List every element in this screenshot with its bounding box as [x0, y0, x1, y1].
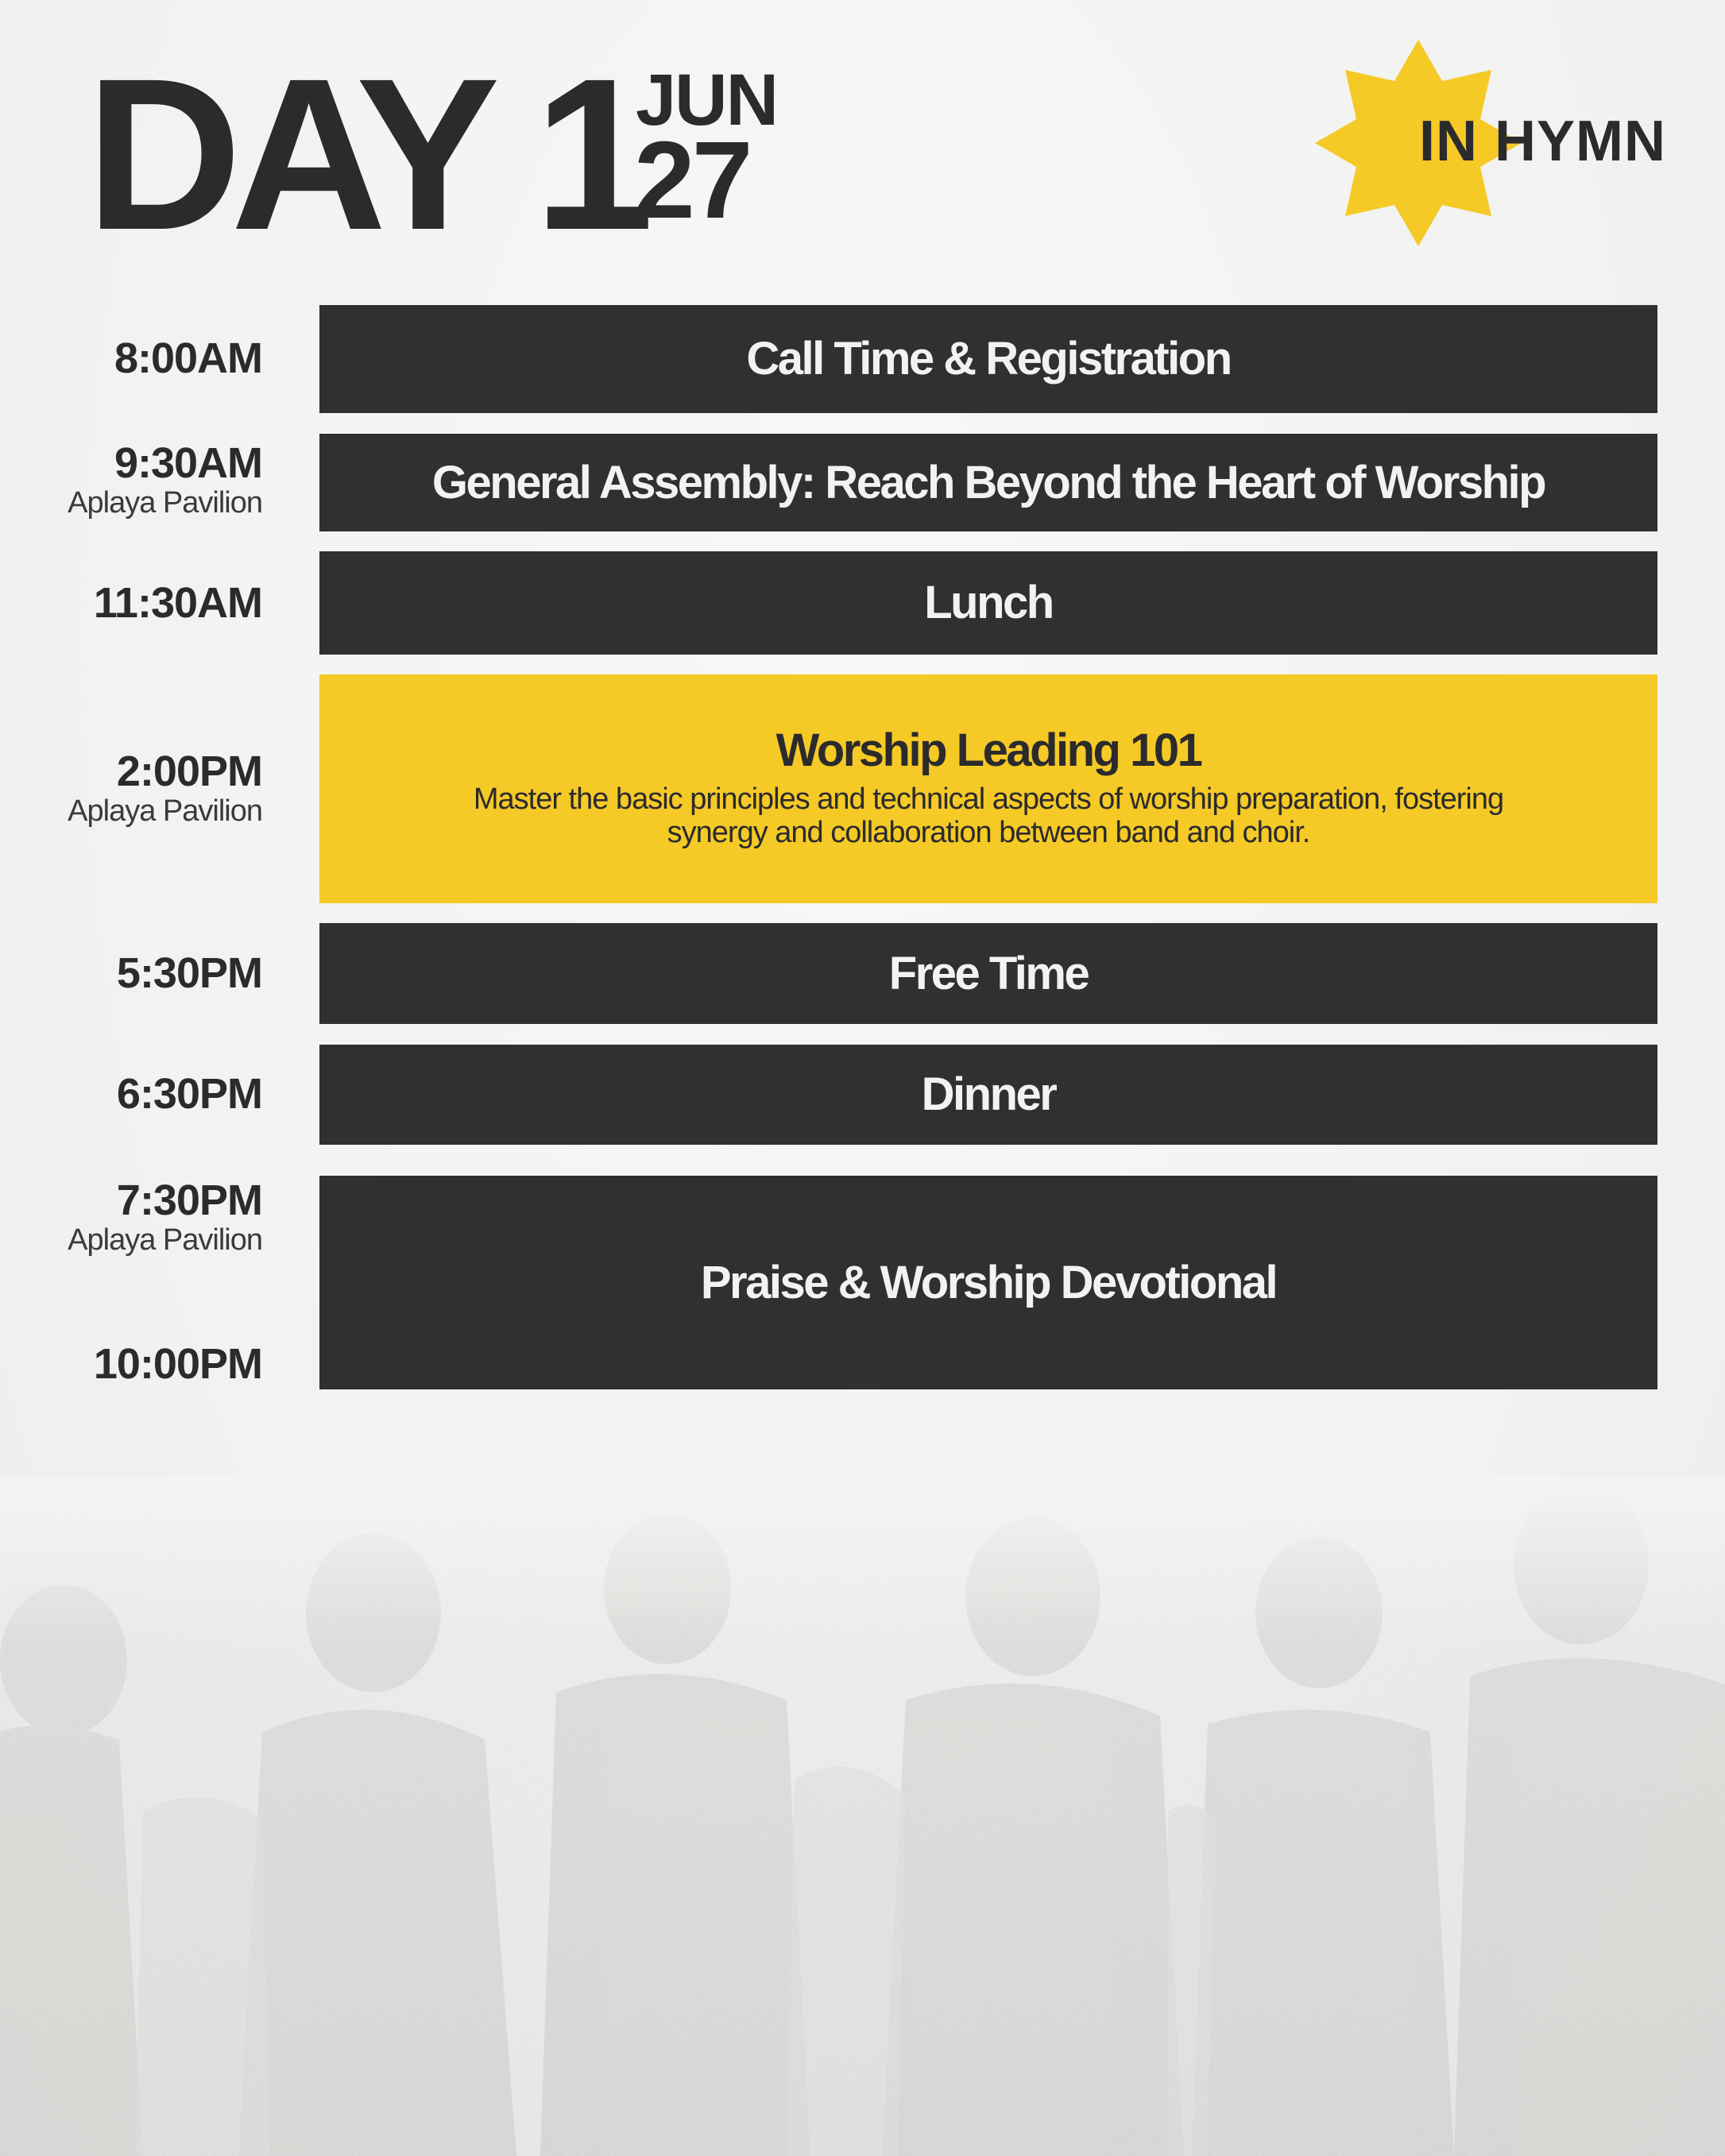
schedule-item: [319, 923, 1657, 1024]
schedule-item-title: Call Time & Registration: [746, 333, 1231, 384]
schedule-item: [319, 1045, 1657, 1145]
schedule-item: [319, 1176, 1657, 1389]
time-label: 2:00PM: [116, 748, 262, 795]
schedule-item-title: Free Time: [888, 947, 1089, 999]
date-day: 27: [634, 119, 750, 241]
brand-logo-text: IN HYMN: [1419, 110, 1666, 173]
time-label: 5:30PM: [116, 949, 262, 997]
schedule-item-title: Praise & Worship Devotional: [700, 1256, 1277, 1308]
date-month: JUN: [636, 60, 778, 141]
time-label: 8:00AM: [114, 334, 262, 382]
location-label: Aplaya Pavilion: [68, 486, 262, 520]
time-slot: [0, 949, 262, 997]
schedule-item: [319, 551, 1657, 655]
time-slot: [0, 1179, 262, 1255]
schedule-item: [319, 434, 1657, 531]
time-slot: [0, 579, 262, 627]
time-label: 6:30PM: [116, 1070, 262, 1118]
end-time-label: 10:00PM: [93, 1340, 262, 1388]
location-label: Aplaya Pavilion: [68, 1223, 262, 1257]
location-label: Aplaya Pavilion: [68, 794, 262, 828]
time-slot: [0, 750, 262, 826]
schedule-item-title: Worship Leading 101: [775, 724, 1201, 777]
schedule-item: [319, 305, 1657, 413]
time-slot: [0, 439, 262, 520]
end-time-slot: [0, 1340, 262, 1388]
time-label: 7:30PM: [116, 1177, 262, 1224]
schedule-item-title: Dinner: [921, 1068, 1056, 1120]
time-slot: [0, 1070, 262, 1118]
faded-group-photo: [0, 1478, 1725, 2156]
schedule-item-highlight: [319, 674, 1657, 903]
time-label: 11:30AM: [93, 579, 262, 627]
schedule-item-title: Lunch: [924, 577, 1053, 628]
schedule-item-title: General Assembly: Reach Beyond the Heart of Worship: [431, 456, 1545, 508]
schedule-item-description: Master the basic principles and technical aspects of worship preparation, fostering synergy and collaboration between band and choir.: [473, 782, 1504, 849]
time-slot: [0, 334, 262, 382]
day-title: DAY 1: [86, 33, 644, 275]
time-label: 9:30AM: [114, 439, 262, 487]
